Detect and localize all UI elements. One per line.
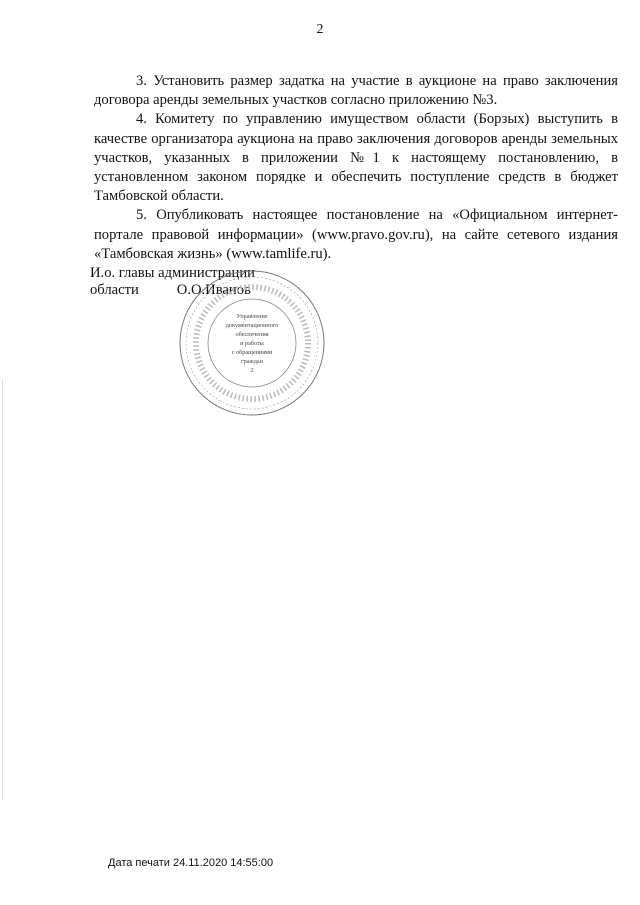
- stamp-line: обеспечения: [235, 331, 269, 338]
- stamp-center-text: [226, 313, 279, 374]
- official-stamp: [177, 268, 327, 418]
- stamp-line: 2: [250, 367, 254, 374]
- stamp-line: документационного: [225, 322, 279, 329]
- paragraph-3: 3. Установить размер задатка на участие в аукционе на право заключения договора аренды земельных участков согласно приложению №3.: [94, 73, 618, 109]
- stamp-line: граждан: [241, 358, 263, 365]
- signer-title-line2: области: [90, 282, 139, 298]
- stamp-line: с обращениями: [231, 349, 273, 356]
- signer-name: О.О.Иванов: [176, 282, 251, 298]
- print-date-footer: Дата печати 24.11.2020 14:55:00: [108, 857, 274, 869]
- scan-specks: [2, 380, 7, 800]
- document-body: [94, 72, 618, 264]
- paragraph-4: 4. Комитету по управлению имуществом области (Борзых) выступить в качестве организатора аукциона на право заключения договоров аренды земельных участков, указанных в приложении №1 к настоящему постановлению, в установленном законом порядке и обеспечить поступление средств в бюджет Тамбовской области.: [94, 111, 618, 205]
- stamp-line: Управление: [236, 313, 268, 320]
- page-number: 2: [316, 22, 324, 37]
- stamp-line: и работы: [240, 340, 264, 347]
- paragraph-5: 5. Опубликовать настоящее постановление на «Официальном интернет-портале правовой информации» (www.pravo.gov.ru), на сайте сетевого издания «Тамбовская жизнь» (www.tamlife.ru).: [94, 207, 618, 262]
- signer-title-line1: И.о. главы администрации: [90, 265, 255, 281]
